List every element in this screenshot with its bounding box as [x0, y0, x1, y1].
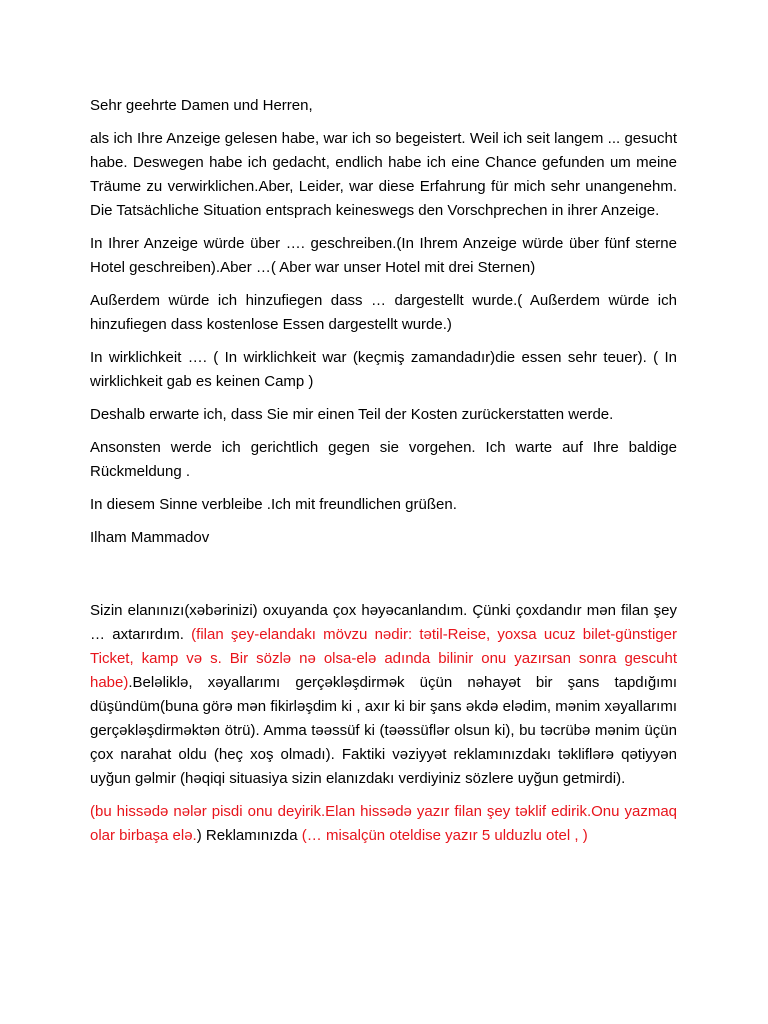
annotation-red: (bu hissədə nələr pisdi onu deyirik.Elan hissədə yazır filan şey təklif edirik.Onu yazmaq olar birbaşa elə. — [90, 803, 677, 844]
paragraph-7: In diesem Sinne verbleibe .Ich mit freundlichen grüßen. — [90, 496, 457, 513]
signature: Ilham Mammadov — [90, 529, 210, 546]
annotation-red: (filan şey-elandakı mövzu nədir: tətil-Reise, yoxsa ucuz bilet-günstiger Ticket, kamp və s. Bir sözlə nə olsa-elə adında bilinir onu yazırsan sonra gescuht habe) — [90, 626, 677, 691]
paragraph-1: als ich Ihre Anzeige gelesen habe, war ich so begeistert. Weil ich seit langem ... gesucht habe. Deswegen habe ich gedacht, endlich habe ich eine Chance gefunden um meine Träume zu verwirklichen.Aber, Leider, war diese Erfahrung für mich sehr unangenehm. Die Tatsächliche Situation entsprach keineswegs den Vorschprechen in ihrer Anzeige. — [90, 130, 677, 219]
translation-paragraph-2 — [90, 800, 677, 848]
annotation-red: (… misalçün oteldise yazır 5 ulduzlu otel , ) — [301, 827, 588, 844]
paragraph-3: Außerdem würde ich hinzufiegen dass … dargestellt wurde.( Außerdem würde ich hinzufiegen dass kostenlose Essen dargestellt wurde.) — [90, 292, 677, 333]
paragraph-4: In wirklichkeit …. ( In wirklichkeit war (keçmiş zamandadır)die essen sehr teuer). ( In wirklichkeit gab es keinen Camp ) — [90, 349, 677, 390]
translation-paragraph-1 — [90, 599, 677, 791]
greeting: Sehr geehrte Damen und Herren, — [90, 97, 313, 114]
paragraph-2: In Ihrer Anzeige würde über …. geschreiben.(In Ihrem Anzeige würde über fünf sterne Hotel geschreiben).Aber …( Aber war unser Hotel mit drei Sternen) — [90, 235, 677, 276]
document-body — [90, 94, 677, 857]
translation-text: Sizin elanınızı(xəbərinizi) oxuyanda çox həyəcanlandım. Çünki çoxdandır mən filan şey … axtarırdım. — [90, 602, 677, 643]
translation-text: ) Reklamınızda — [196, 827, 302, 844]
paragraph-6: Ansonsten werde ich gerichtlich gegen sie vorgehen. Ich warte auf Ihre baldige Rückmeldung . — [90, 439, 677, 480]
section-gap — [90, 559, 677, 599]
paragraph-5: Deshalb erwarte ich, dass Sie mir einen Teil der Kosten zurückerstatten werde. — [90, 406, 614, 423]
translation-text: .Beləliklə, xəyallarımı gerçəkləşdirmək üçün nəhayət bir şans tapdığımı düşündüm(buna görə mən fikirləşdim ki , axır ki bir şans əkdə elədim, mənim xəyallarımı gerçəkləşdirməktən ötrü). Amma təəssüf ki (təəssüflər olsun ki), bu təcrübə mənim üçün çox narahat oldu (heç xoş olmadı). Faktiki vəziyyət reklamınızdakı təkliflərə qətiyyən uyğun gəlmir (həqiqi situasiya sizin elanızdakı verdiyiniz sözlere uyğun getmirdi). — [90, 674, 677, 787]
